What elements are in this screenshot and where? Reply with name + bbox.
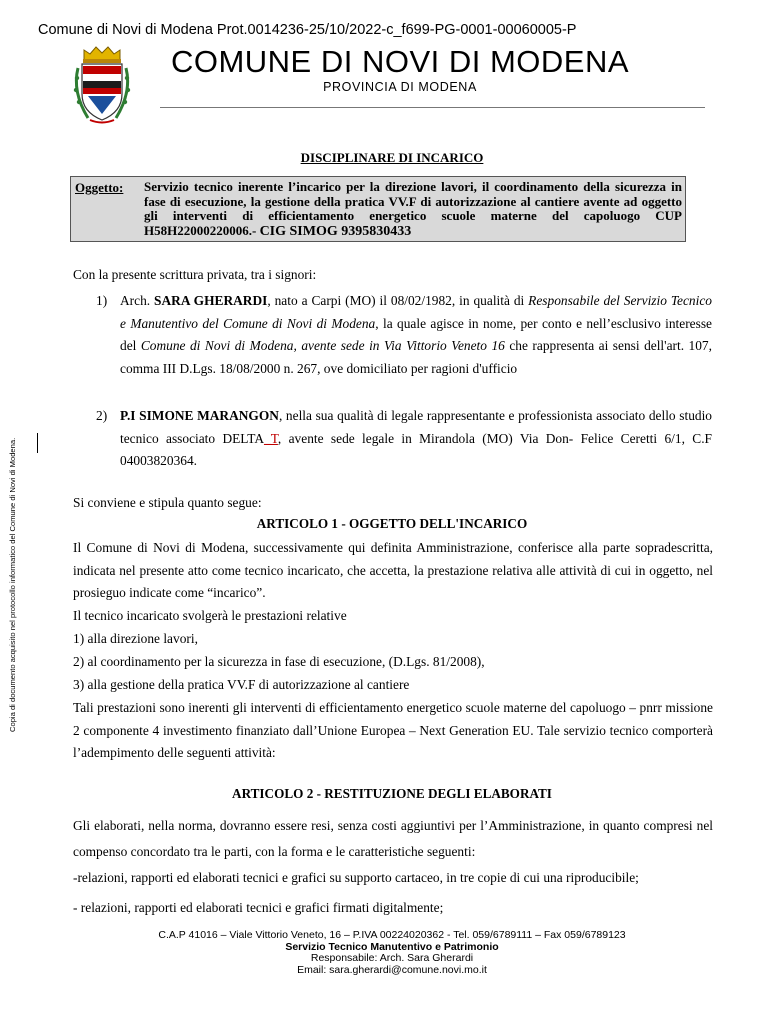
- article-2-title: ARTICOLO 2 - RESTITUZIONE DEGLI ELABORATI: [232, 786, 552, 801]
- party-2-text: [120, 405, 712, 473]
- party-1-details: , nato a Carpi (MO) il 08/02/1982, in qualità di: [267, 293, 529, 308]
- party-2-number: 2): [96, 408, 108, 423]
- article-1-paragraph-2: Il tecnico incaricato svolgerà le prestazioni relative: [73, 608, 347, 623]
- province-name: PROVINCIA DI MODENA: [323, 80, 477, 94]
- footer-manager: Responsabile: Arch. Sara Gherardi: [310, 952, 474, 964]
- subject-label: Oggetto:: [75, 180, 124, 195]
- document-title: DISCIPLINARE DI INCARICO: [300, 150, 484, 165]
- municipality-name: COMUNE DI NOVI DI MODENA: [170, 44, 630, 79]
- subject-codes: CIG SIMOG 9395830433: [259, 223, 412, 239]
- revision-margin-mark: [37, 433, 38, 453]
- party-2-details: , nella sua qualità di legale rappresentante e professionista associato dello studio tecnico associato DELTA: [120, 408, 713, 446]
- page-footer: [72, 930, 712, 976]
- article-2-bullet-1: -relazioni, rapporti ed elaborati tecnici e grafici su supporto cartaceo, in tre copie di cui una riproducibile;: [73, 870, 639, 885]
- article-1-title: ARTICOLO 1 - OGGETTO DELL'INCARICO: [256, 516, 528, 531]
- header-divider: [160, 107, 705, 108]
- party-1-agency: , la quale agisce in nome, per conto e nell’esclusivo interesse del: [120, 315, 712, 353]
- party-1-text: [120, 290, 712, 380]
- article-1-paragraph-3: Tali prestazioni sono inerenti gli interventi di efficientamento energetico scuole materne del capoluogo – pnrr missione 2 componente 4 investimento finanziato dall’Unione Europea – Next Generation EU. Tale servizio tecnico comporterà l’adempimento delle seguenti attività:: [73, 700, 713, 760]
- subject-box: [70, 176, 686, 242]
- subject-text: [144, 180, 682, 239]
- party-1-title: Arch.: [120, 293, 155, 308]
- agreement-line: Si conviene e stipula quanto segue:: [73, 495, 262, 510]
- article-1-item-3: 3) alla gestione della pratica VV.F di autorizzazione al cantiere: [73, 677, 410, 692]
- party-1-number: 1): [96, 293, 108, 308]
- party-1-role: Responsabile del Servizio Tecnico e Manutentivo del Comune di Novi di Modena: [120, 293, 712, 331]
- party-1-authority: che rappresenta ai sensi dell'art. 107, comma III D.Lgs. 18/08/2000 n. 267, ove domiciliato per ragioni d'ufficio: [120, 338, 712, 376]
- protocol-stamp: Comune di Novi di Modena Prot.0014236-25/10/2022-c_f699-PG-0001-00060005-P: [38, 22, 577, 38]
- party-1-entity: Comune di Novi di Modena, avente sede in Via Vittorio Veneto 16: [140, 338, 505, 353]
- article-2-paragraph-1: Gli elaborati, nella norma, dovranno essere resi, senza costi aggiuntivi per l’Amministrazione, in quanto compresi nel compenso concordato tra le parti, con la forma e le caratteristiche seguenti:: [73, 818, 713, 859]
- footer-office: Servizio Tecnico Manutentivo e Patrimonio: [285, 940, 499, 953]
- subject-description: Servizio tecnico inerente l’incarico per la direzione lavori, il coordinamento della sicurezza in fase di esecuzione, la gestione della pratica VV.F di autorizzazione al cantiere avente ad oggetto gli interventi di efficientamento energetico scuole materne del capoluogo CUP H58H22000220006.-: [144, 179, 682, 238]
- party-2-name: P.I SIMONE MARANGON: [120, 408, 279, 423]
- intro-paragraph: Con la presente scrittura privata, tra i signori:: [73, 267, 317, 282]
- footer-address: C.A.P 41016 – Viale Vittorio Veneto, 16 – P.IVA 00224020362 - Tel. 059/6789111 – Fax 059/6789123: [158, 929, 626, 941]
- article-1-item-1: 1) alla direzione lavori,: [73, 631, 198, 646]
- protocol-side-note: Copia di documento acquisito nel protocollo informatico del Comune di Novi di Modena.: [8, 437, 17, 732]
- article-1-paragraph-1: Il Comune di Novi di Modena, successivamente qui definita Amministrazione, conferisce alla parte sopradescritta, indicata nel presente atto come tecnico incaricato, che accetta, la prestazione relativa alle attività di cui in oggetto, nel prosieguo indicate come “incarico”.: [73, 540, 713, 600]
- footer-email: Email: sara.gherardi@comune.novi.mo.it: [297, 963, 487, 976]
- municipal-coat-of-arms-icon: [70, 44, 134, 126]
- article-2-bullet-2: - relazioni, rapporti ed elaborati tecnici e grafici firmati digitalmente;: [73, 900, 444, 915]
- article-1-item-2: 2) al coordinamento per la sicurezza in fase di esecuzione, (D.Lgs. 81/2008),: [73, 654, 485, 669]
- party-1-name: SARA GHERARDI: [154, 293, 268, 308]
- tracked-change-mark: _T: [264, 430, 278, 446]
- party-2-address: , avente sede legale in Mirandola (MO) Via Don- Felice Ceretti 6/1, C.F 04003820364.: [120, 430, 712, 468]
